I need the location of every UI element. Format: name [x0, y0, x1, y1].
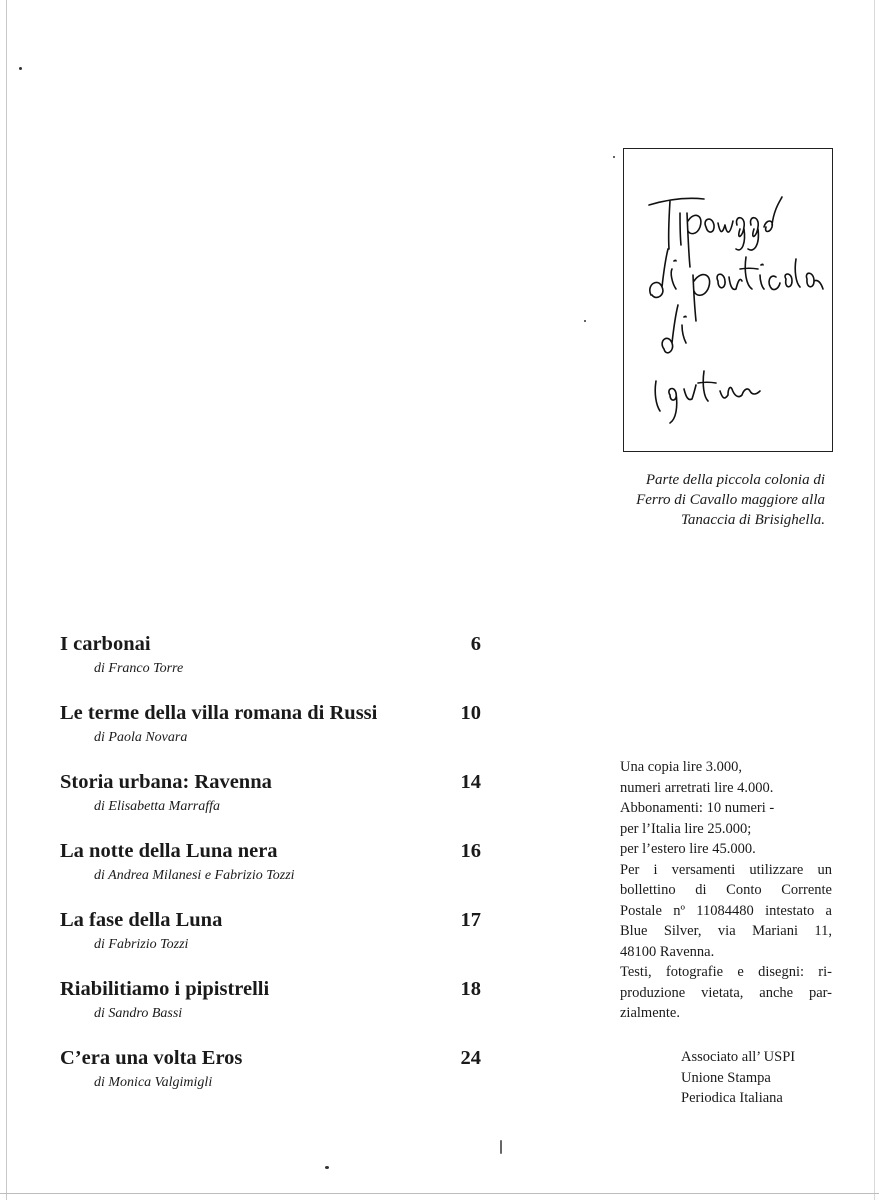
- caption-line: Tanaccia di Brisighella.: [680, 512, 825, 528]
- toc-entry-title[interactable]: Storia urbana: Ravenna: [60, 771, 272, 793]
- toc-entry-page[interactable]: 16: [460, 840, 481, 862]
- toc-entry-title[interactable]: I carbonai: [60, 633, 151, 655]
- toc-entry-author: di Sandro Bassi: [94, 1006, 183, 1021]
- toc-entry-page[interactable]: 6: [470, 633, 481, 655]
- association-note: [681, 1047, 851, 1109]
- toc-entry-title[interactable]: C’era una volta Eros: [60, 1047, 243, 1069]
- association-line: Periodica Italiana: [681, 1090, 783, 1106]
- info-line: per l’Italia lire 25.000;: [620, 820, 752, 837]
- scan-speck: [500, 1140, 502, 1154]
- subscription-info: [620, 757, 832, 1024]
- info-line: Per i versamenti utilizzare un: [620, 861, 832, 878]
- toc-entry-title[interactable]: Riabilitiamo i pipistrelli: [60, 978, 270, 1000]
- scan-speck: [325, 1166, 329, 1169]
- toc-entry-page[interactable]: 24: [460, 1047, 481, 1069]
- toc-entry-page[interactable]: 17: [460, 909, 481, 931]
- scan-speck: [19, 67, 22, 70]
- info-line: Abbonamenti: 10 numeri -: [620, 800, 775, 816]
- info-line: numeri arretrati lire 4.000.: [620, 779, 774, 796]
- toc-entry-page[interactable]: 18: [460, 978, 481, 1000]
- caption-line: Parte della piccola colonia di: [645, 472, 825, 488]
- toc-entry-author: di Elisabetta Marraffa: [94, 799, 220, 814]
- info-line: Testi, fotografie e disegni: ri-: [620, 964, 832, 980]
- photo-caption: [600, 470, 825, 530]
- toc-entry-author: di Franco Torre: [94, 661, 184, 676]
- info-line: bollettino di Conto Corrente: [620, 882, 832, 898]
- toc-entry-title[interactable]: La notte della Luna nera: [60, 840, 278, 862]
- toc-entry-author: di Paola Novara: [94, 730, 188, 745]
- toc-entry-author: di Andrea Milanesi e Fabrizio Tozzi: [94, 868, 295, 883]
- info-line: Una copia lire 3.000,: [620, 759, 743, 775]
- toc-entry-author: di Monica Valgimigli: [94, 1075, 213, 1090]
- scan-speck: [584, 320, 586, 322]
- photo-placeholder-frame: [623, 148, 833, 452]
- info-line: 48100 Ravenna.: [620, 943, 715, 960]
- toc-entry-page[interactable]: 10: [460, 702, 481, 724]
- scan-speck: [613, 156, 615, 158]
- handwritten-note: [624, 149, 831, 450]
- toc-entry-title[interactable]: Le terme della villa romana di Russi: [60, 702, 378, 724]
- toc-entry-page[interactable]: 14: [460, 771, 481, 793]
- toc-entry-title[interactable]: La fase della Luna: [60, 909, 223, 931]
- association-line: Associato all’ USPI: [681, 1049, 796, 1065]
- scan-edge-left: [6, 0, 7, 1200]
- info-line: Blue Silver, via Mariani 11,: [620, 923, 832, 939]
- toc-entry-author: di Fabrizio Tozzi: [94, 937, 189, 952]
- scan-edge-right: [874, 0, 875, 1200]
- info-line: zialmente.: [620, 1005, 680, 1021]
- info-line: produzione vietata, anche par-: [620, 984, 832, 1001]
- info-line: per l’estero lire 45.000.: [620, 841, 756, 857]
- scan-edge-bottom: [0, 1193, 879, 1194]
- caption-line: Ferro di Cavallo maggiore alla: [636, 492, 825, 508]
- association-line: Unione Stampa: [681, 1069, 771, 1086]
- info-line: Postale nº 11084480 intestato a: [620, 902, 832, 919]
